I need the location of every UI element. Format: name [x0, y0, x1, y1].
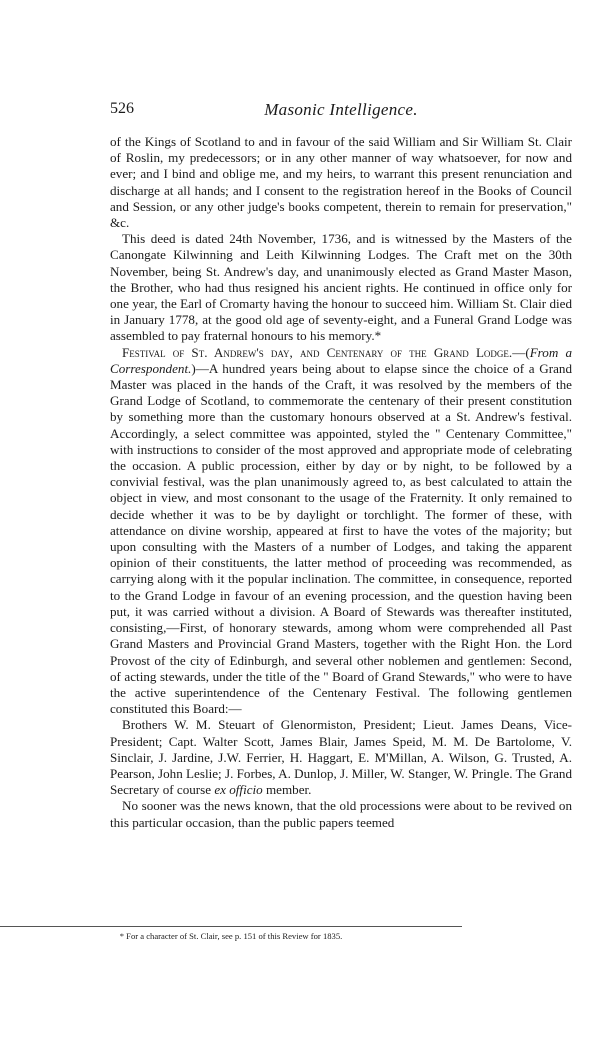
- footnote-rule: [0, 926, 462, 927]
- running-title: Masonic Intelligence.: [264, 100, 418, 119]
- paragraph: [110, 231, 572, 344]
- paragraph: [110, 134, 572, 231]
- page-number: 526: [110, 100, 134, 117]
- page-header: [110, 100, 572, 124]
- text-run: Brothers W. M. Steuart of Glenormiston, President; Lieut. James Deans, Vice-President; Capt. Walter Scott, James Blair, James Speid, M. M. De Bartolome, V. Sinclair, J. Jardine, J.W. Ferrier, H. Haggart, E. M'Millan, A. Wilson, G. Trusted, A. Pearson, John Leslie; J. Forbes, A. Dunlop, J. Miller, W. Stanger, W. Pringle. The Grand Secretary of course: [110, 717, 572, 798]
- text-run: member.: [262, 782, 312, 798]
- article-body: [110, 134, 572, 831]
- text-run: Festival of St. Andrew's day, and Centenary of the Grand Lodge.: [122, 344, 513, 360]
- text-run: ex officio: [214, 782, 263, 798]
- paragraph: [110, 798, 572, 830]
- paragraph: [110, 717, 572, 798]
- text-run: of the Kings of Scotland to and in favour of the said William and Sir William St. Clair of Roslin, my predecessors; or in any other manner of way whatsoever, for now and ever; and I bind and oblige me, and my heirs, to warrant this present renunciation and discharge at all hands; and I consent to the registration hereof in the Books of Council and Session, or any other judge's books competent, therein to remain for preservation," &c.: [110, 134, 572, 231]
- paragraph: [110, 345, 572, 718]
- text-run: This deed is dated 24th November, 1736, and is witnessed by the Masters of the Canongate Kilwinning and Leith Kilwinning Lodges. The Craft met on the 30th November, being St. Andrew's day, and unanimously elected as Grand Master Mason, the Brother, who had thus resigned his ancient rights. He continued in office only for one year, the Earl of Cromarty having the honour to succeed him. William St. Clair died in January 1778, at the good old age of seventy-eight, and a Funeral Grand Lodge was assembled to pay fraternal honours to his memory.*: [110, 231, 572, 344]
- text-run: No sooner was the news known, that the old processions were about to be revived on this particular occasion, than the public papers teemed: [110, 798, 572, 830]
- book-page: [110, 100, 572, 831]
- footnote: * For a character of St. Clair, see p. 151 of this Review for 1835.: [119, 931, 343, 941]
- text-run: From a Correspondent.: [110, 344, 572, 376]
- text-run: —(: [512, 344, 530, 360]
- text-run: )—A hundred years being about to elapse since the choice of a Grand Master was placed in the hands of the Craft, it was resolved by the members of the Grand Lodge of Scotland, to commemorate the centenary of their present constitution by something more than the customary honours observed at a St. Andrew's festival. Accordingly, a select committee was appointed, styled the " Centenary Committee," with instructions to consider of the most approved and appropriate mode of celebrating the occasion. A public procession, either by day or by night, to be followed by a convivial festival, was the plan unanimously agreed to, as best calculated to attain the object in view, and most consonant to the usage of the Fraternity. It only remained to decide whether it was to be by daylight or torchlight. The former of these, with attendance on divine worship, appeared at first to have the votes of the majority; but upon consulting with the Masters of a number of Lodges, and taking the apparent opinion of their constituents, the latter method of proceeding was recommended, as carrying along with it the popular inclination. The committee, in consequence, reported to the Grand Lodge in favour of an evening procession, and the question having been put, it was carried without a division. A Board of Stewards was thereafter instituted, consisting,—First, of honorary stewards, among whom were comprehended all Past Grand Masters and Provincial Grand Masters, together with the Right Hon. the Lord Provost of the city of Edinburgh, and several other noblemen and gentlemen: Second, of acting stewards, under the title of the " Board of Grand Stewards," who were to have the active superintendence of the Centenary Festival. The following gentlemen constituted this Board:—: [110, 360, 572, 717]
